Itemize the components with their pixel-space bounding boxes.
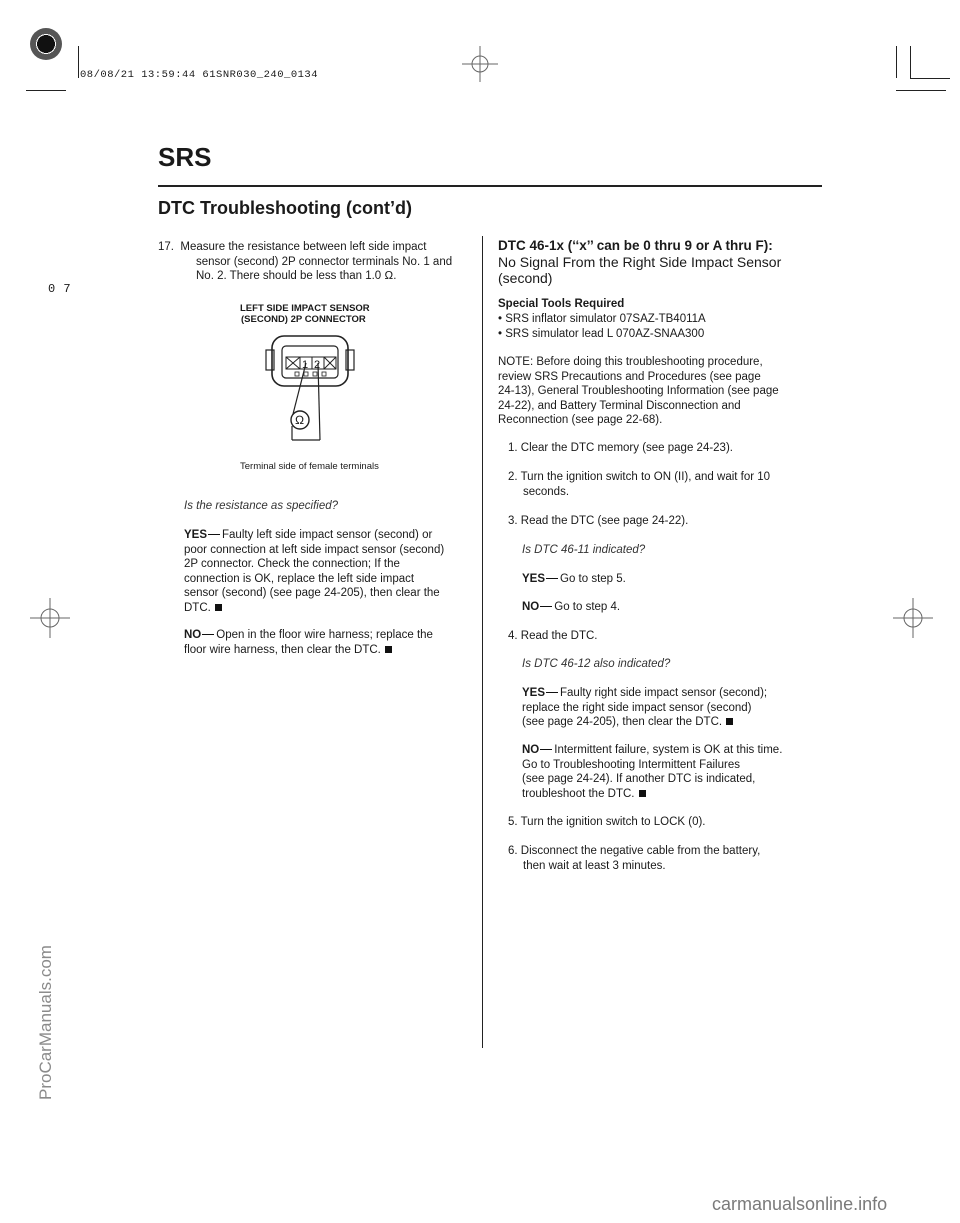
- dtc-description: [498, 254, 781, 286]
- step-2: [508, 470, 770, 499]
- no-text: Intermittent failure, system is OK at this time.: [554, 744, 783, 756]
- crosshair-mark-top: [462, 46, 498, 82]
- diagram-caption: Terminal side of female terminals: [240, 461, 379, 472]
- tools-list: [498, 312, 706, 341]
- ohmmeter-icon: Ω: [295, 413, 305, 427]
- yes-text: poor connection at left side impact sensor (second): [184, 543, 445, 556]
- left-column: [158, 240, 468, 284]
- side-watermark[interactable]: ProCarManuals.com: [36, 945, 55, 1100]
- yes-text: DTC.: [184, 601, 211, 614]
- branch-dash: [208, 534, 220, 535]
- step-6: [508, 844, 760, 873]
- branch-dash: [546, 692, 558, 693]
- no-label: NO: [184, 629, 202, 641]
- dtc-description-line: No Signal From the Right Side Impact Sensor: [498, 254, 782, 270]
- no-text: (see page 24-24). If another DTC is indicated,: [522, 773, 756, 785]
- diagram-title-line: (SECOND) 2P CONNECTOR: [241, 314, 366, 325]
- crop-mark: [910, 78, 950, 79]
- margin-mark: 0 7: [48, 282, 72, 296]
- yes-text: Faulty right side impact sensor (second);: [560, 687, 768, 699]
- pin-label-1: 1: [302, 359, 309, 371]
- dtc-description-line: (second): [498, 270, 553, 286]
- yes-text: 2P connector. Check the connection; If the: [184, 558, 400, 570]
- crop-mark: [910, 46, 911, 78]
- no-text: Open in the floor wire harness; replace the: [216, 629, 433, 641]
- yes-label: YES: [522, 687, 546, 699]
- step-text: 6. Disconnect the negative cable from the battery,: [508, 845, 761, 857]
- no-branch: [184, 628, 474, 657]
- crop-mark: [896, 46, 897, 78]
- step-end: .: [393, 270, 397, 282]
- question-4: Is DTC 46-12 also indicated?: [522, 658, 671, 670]
- yes-text: Go to step 5.: [560, 573, 626, 585]
- print-stamp: 08/08/21 13:59:44 61SNR030_240_0134: [80, 69, 319, 81]
- header-rule: [158, 185, 822, 187]
- yes-text: sensor (second) (see page 24-205), then clear the: [184, 587, 440, 599]
- step-5: 5. Turn the ignition switch to LOCK (0).: [508, 816, 706, 828]
- branch-dash: [202, 634, 214, 635]
- connector-diagram: [262, 328, 358, 443]
- tool-item: • SRS simulator lead L 070AZ-SNAA300: [498, 327, 705, 340]
- yes-text: Faulty left side impact sensor (second) or: [222, 529, 433, 541]
- end-square-icon: [639, 790, 646, 797]
- note-line: NOTE: Before doing this troubleshooting procedure,: [498, 356, 763, 368]
- no-branch-3: [522, 600, 620, 615]
- column-divider: [482, 236, 483, 1048]
- branch-dash: [540, 749, 552, 750]
- step-text: Measure the resistance between left side impact: [180, 241, 427, 253]
- step-text: seconds.: [523, 485, 570, 498]
- yes-text: replace the right side impact sensor (second): [522, 701, 752, 714]
- end-square-icon: [385, 646, 392, 653]
- step-3: 3. Read the DTC (see page 24-22).: [508, 515, 689, 527]
- diagram-title: [240, 303, 370, 325]
- crop-mark: [26, 90, 66, 91]
- note-line: 24-13), General Troubleshooting Information (see page: [498, 385, 779, 397]
- yes-branch: [184, 528, 474, 615]
- step-4: 4. Read the DTC.: [508, 630, 598, 642]
- step-text: No. 2. There should be less than 1.0: [196, 270, 382, 282]
- tool-item: • SRS inflator simulator 07SAZ-TB4011A: [498, 313, 706, 325]
- no-label: NO: [522, 601, 540, 613]
- step-17: [158, 240, 468, 284]
- end-square-icon: [726, 718, 733, 725]
- question-17: Is the resistance as specified?: [184, 500, 339, 512]
- branch-dash: [540, 606, 552, 607]
- note: [498, 355, 818, 428]
- step-number: 17.: [158, 241, 174, 253]
- no-label: NO: [522, 744, 540, 756]
- page-subtitle: DTC Troubleshooting (cont’d): [158, 198, 412, 218]
- yes-label: YES: [522, 573, 546, 585]
- no-text: Go to step 4.: [554, 601, 621, 613]
- yes-branch-3: [522, 572, 626, 587]
- crosshair-mark-left: [30, 598, 70, 638]
- step-text: 2. Turn the ignition switch to ON (II), and wait for 10: [508, 471, 771, 483]
- crop-mark: [78, 46, 79, 78]
- diagram-title-line: LEFT SIDE IMPACT SENSOR: [240, 303, 370, 314]
- step-1: 1. Clear the DTC memory (see page 24-23).: [508, 442, 733, 454]
- crop-mark: [896, 90, 946, 91]
- no-text: Go to Troubleshooting Intermittent Failures: [522, 758, 740, 771]
- pin-label-2: 2: [314, 359, 321, 371]
- ohm-symbol: Ω: [384, 270, 394, 282]
- yes-branch-4: [522, 686, 812, 730]
- note-line: review SRS Precautions and Procedures (see page: [498, 370, 761, 383]
- step-text: then wait at least 3 minutes.: [523, 859, 666, 872]
- yes-text: connection is OK, replace the left side impact: [184, 572, 415, 585]
- footer-watermark[interactable]: carmanualsonline.info: [712, 1194, 888, 1214]
- no-text: floor wire harness, then clear the DTC.: [184, 643, 381, 656]
- step-text: sensor (second) 2P connector terminals No. 1 and: [196, 255, 453, 268]
- question-3: Is DTC 46-11 indicated?: [522, 544, 646, 556]
- no-branch-4: [522, 743, 822, 801]
- note-line: 24-22), and Battery Terminal Disconnection and: [498, 399, 741, 412]
- yes-text: (see page 24-205), then clear the DTC.: [522, 716, 723, 728]
- note-line: Reconnection (see page 22-68).: [498, 414, 663, 426]
- tools-heading: Special Tools Required: [498, 298, 625, 310]
- dtc-heading: DTC 46-1x (‘‘x’’ can be 0 thru 9 or A thru F):: [498, 238, 773, 253]
- no-text: troubleshoot the DTC.: [522, 787, 635, 800]
- registration-mark-top-left: [30, 28, 62, 60]
- branch-dash: [546, 578, 558, 579]
- crosshair-mark-right: [893, 598, 933, 638]
- end-square-icon: [215, 604, 222, 611]
- section-title: SRS: [158, 142, 212, 172]
- yes-label: YES: [184, 529, 208, 541]
